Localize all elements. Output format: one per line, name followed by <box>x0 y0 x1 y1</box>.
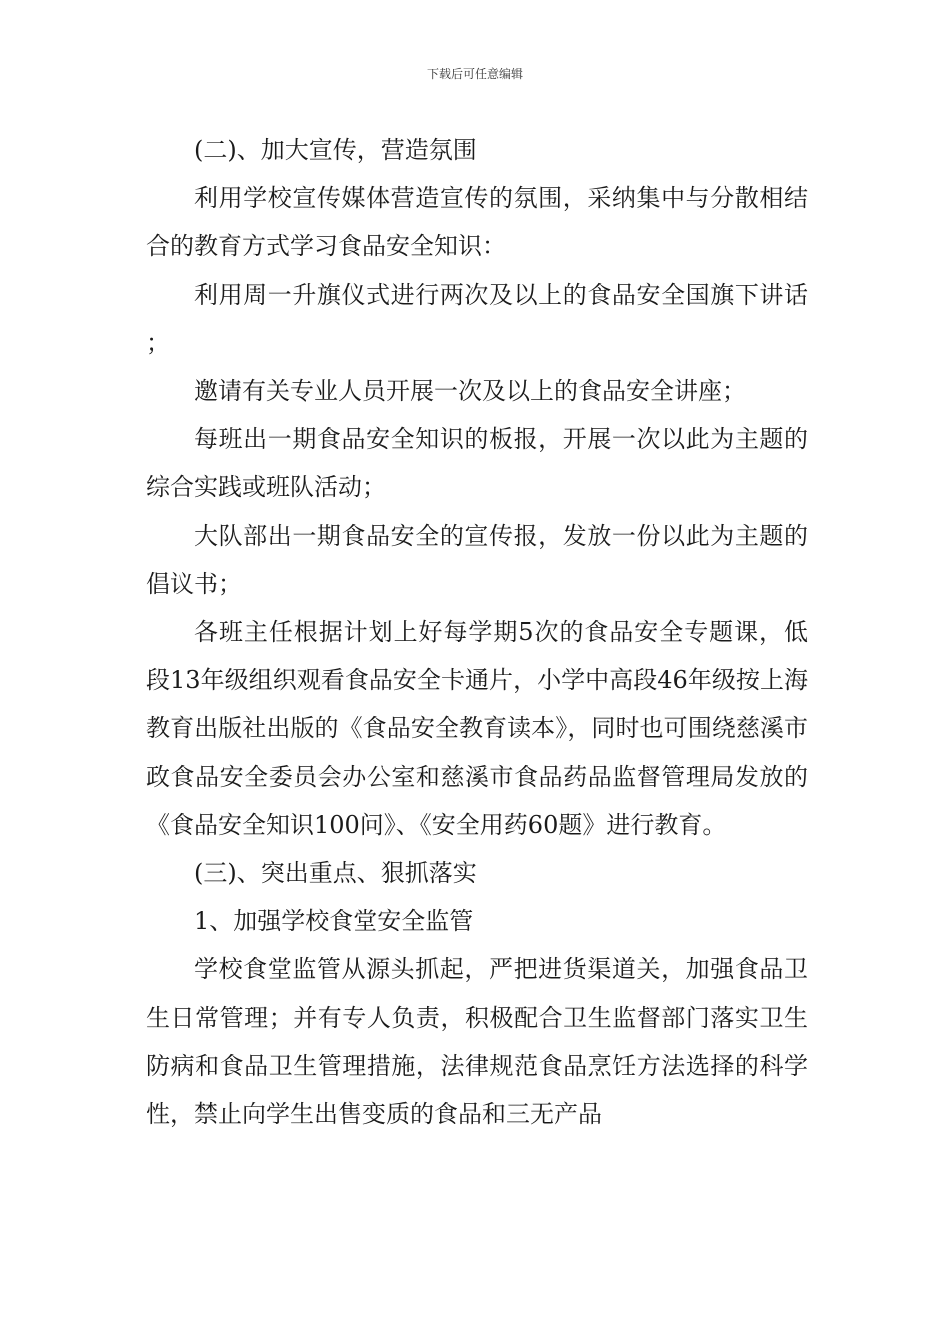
section-heading-focus: (三)、突出重点、狠抓落实 <box>194 859 477 888</box>
section-heading-publicity: (二)、加大宣传，营造氛围 <box>194 136 477 164</box>
paragraph-blackboard: 每班出一期食品安全知识的板报，开展一次以此为主题的综合实践或班队活动； <box>146 425 808 502</box>
page-header: 下载后可任意编辑 <box>426 67 523 81</box>
paragraph-lecture: 邀请有关专业人员开展一次及以上的食品安全讲座； <box>194 377 746 406</box>
paragraph-media: 利用学校宣传媒体营造宣传的氛围，采纳集中与分散相结合的教育方式学习食品安全知识： <box>146 184 808 261</box>
paragraph-canteen-supervision: 学校食堂监管从源头抓起，严把进货渠道关，加强食品卫生日常管理；并有专人负责，积极配合卫生监督部门落实卫生防病和食品卫生管理措施，法律规范食品烹饪方法选择的科学性，禁止向学生出售变质的食品和三无产品 <box>146 955 808 1129</box>
paragraph-class-lessons: 各班主任根据计划上好每学期5次的食品安全专题课，低段13年级组织观看食品安全卡通片，小学中高段46年级按上海教育出版社出版的《食品安全教育读本》，同时也可围绕慈溪市政食品安全委员会办公室和慈溪市食品药品监督管理局发放的《食品安全知识100问》、《安全用药60题》进行教育。 <box>146 618 808 839</box>
paragraph-flag-ceremony: 利用周一升旗仪式进行两次及以上的食品安全国旗下讲话； <box>146 280 808 357</box>
subheading-canteen: 1、加强学校食堂安全监管 <box>194 907 474 936</box>
paragraph-proposal: 大队部出一期食品安全的宣传报，发放一份以此为主题的倡议书； <box>146 521 808 598</box>
document-body <box>146 126 808 1138</box>
